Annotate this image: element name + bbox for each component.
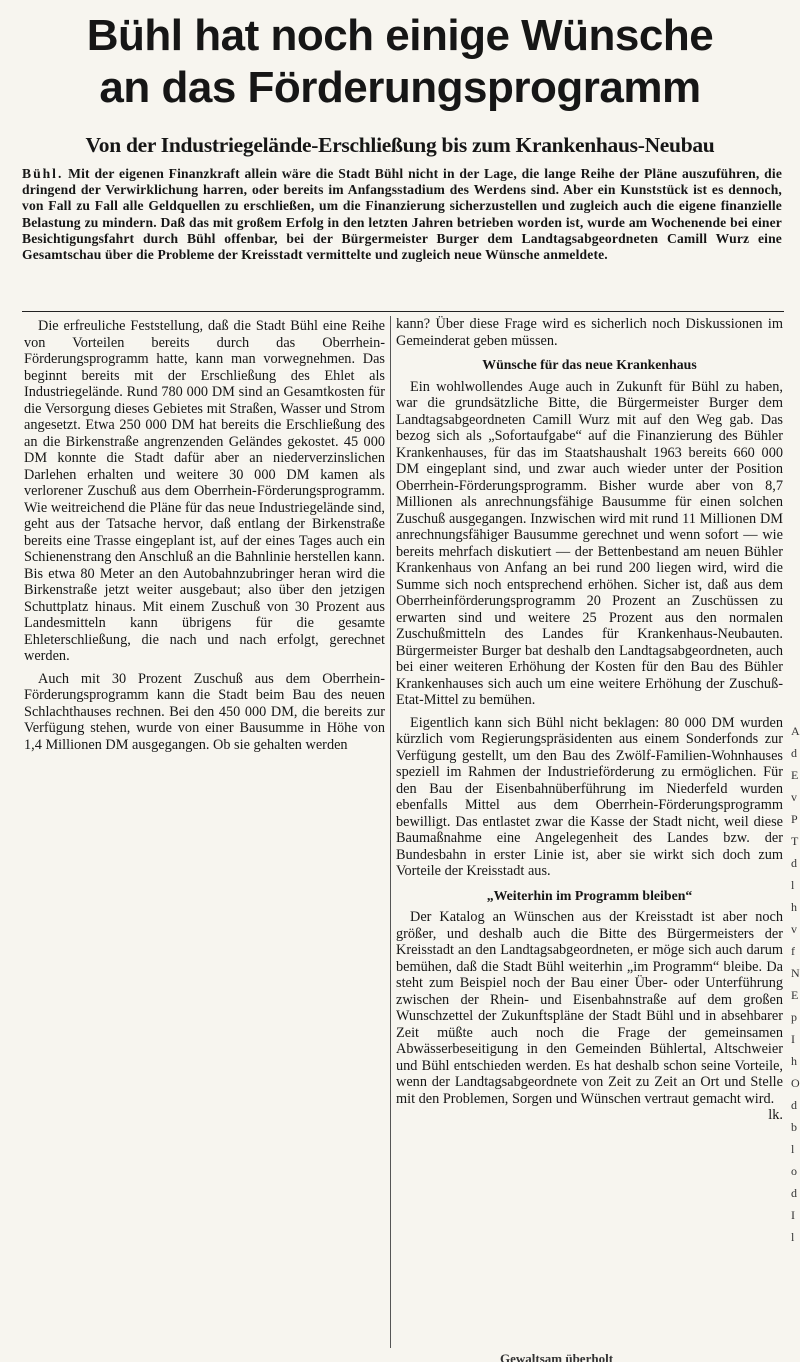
margin-letter: o	[791, 1164, 797, 1178]
article-headline	[0, 10, 800, 114]
margin-letter: d	[791, 1186, 797, 1200]
margin-letter: d	[791, 746, 797, 760]
article-subheadline: Von der Industriegelände-Erschließung bis zum Krankenhaus-Neubau	[85, 133, 715, 157]
headline-line-2: an das Förderungsprogramm	[99, 63, 701, 112]
body-paragraph: Eigentlich kann sich Bühl nicht beklagen: 80 000 DM wurden kürzlich vom Regierungspräsidenten aus einem Sonderfonds zur Verfügung gestellt, um den Bau des Zwölf-Familien-Wohnhauses speziell im Rahmen der Industrieförderung zu ermöglichen. Für den Bau der Eisenbahnüberführung im Niederfeld wurden ebenfalls Mittel aus dem Oberrhein-Förderungsprogramm bewilligt. Das entlastet zwar die Kasse der Stadt nicht, weil diese Baumaßnahme eine Angelegenheit des Landes bzw. der Bundesbahn in erster Linie ist, aber sie wirkt sich doch zum Vorteile der Kreisstadt aus.	[396, 714, 783, 879]
body-paragraph: Ein wohlwollendes Auge auch in Zukunft für Bühl zu haben, war die grundsätzliche Bitte, die Bürgermeister Burger dem Landtagsabgeordneten Camill Wurz mit auf den Weg gab. Das bezog sich als „Sofortaufgabe“ auf die Finanzierung des Bühler Krankenhauses, für das im Staatshaushalt 1963 bereits 660 000 DM eingeplant sind, und zwar auch wieder unter der Position Oberrhein-Förderungsprogramm. Bisher wurde aber von 8,7 Millionen als anrechnungsfähige Bausumme für einen solchen Zuschuß ausgegangen. Inzwischen wird mit rund 11 Millionen DM anrechnungsfähiger Bausumme gerechnet und wenn sofort — wie bereits mehrfach diskutiert — der Bettenbestand am neuen Bühler Krankenhaus von Anfang an bei rund 200 liegen wird, wird die Summe sich noch entsprechend erhöhen. Sicher ist, daß aus dem Oberrheinförderungsprogramm 20 Prozent an Zuschüssen zu erwarten sind und weitere 25 Prozent aus den normalen Zuschußmitteln des Landes für Krankenhaus-Neubauten. Bürgermeister Burger bat deshalb den Landtagsabgeordneten, auch bei einer weiteren Erhöhung der Kosten für den Bau des Bühler Krankenhauses sich auch um eine weitere Erhöhung der Zuschuß-Etat-Mittel zu bemühen.	[396, 378, 783, 708]
column-divider	[390, 316, 391, 1348]
margin-letter: l	[791, 1142, 795, 1156]
body-paragraph: kann? Über diese Frage wird es sicherlich noch Diskussionen im Gemeinderat geben müssen.	[396, 316, 783, 349]
body-paragraph-text: Der Katalog an Wünschen aus der Kreisstadt ist aber noch größer, und deshalb auch die Bitte des Bürgermeisters der Kreisstadt an den Landtagsabgeordneten, er möge sich auch darum bemühen, daß die Stadt Bühl weiterhin „im Programm“ bleibe. Da steht zum Beispiel noch der Bau einer Über- oder Unterführung zwischen der Rhein- und Eisenbahnstraße auf dem großen Wunschzettel der Zukunftspläne der Stadt Bühl und in absehbarer Zeit müßte auch noch die Frage der gemeinsamen Abwässerbeseitigung in den Gemeinden Bühlertal, Altschweier und Bühl entschieden werden. Es hat deshalb schon seine Vorteile, wenn der Landtagsabgeordnete von Zeit zu Zeit an Ort und Stelle mit den Problemen, Sorgen und Wünschen vertraut gemacht wird.	[396, 909, 783, 1107]
margin-letter: l	[791, 878, 795, 892]
margin-letter: N	[791, 966, 800, 980]
margin-letter: h	[791, 1054, 797, 1068]
adjacent-article-fragment	[791, 720, 800, 1260]
margin-letter: l	[791, 1230, 795, 1244]
margin-letter: O	[791, 1076, 800, 1090]
article-column-left	[24, 318, 385, 838]
body-paragraph: Die erfreuliche Feststellung, daß die Stadt Bühl eine Reihe von Vorteilen bereits durch das Oberrhein-Förderungsprogramm hatte, kann man vorwegnehmen. Das beginnt bereits mit der Erschließung des Ehlet als Industriegelände. Rund 780 000 DM sind an Gesamtkosten für die Versorgung dieses Gebietes mit Straßen, Wasser und Strom angesetzt. Etwa 250 000 DM hat bereits die Erschließung des an die Birkenstraße angrenzenden Geländes gekostet. 45 000 DM konnte die Stadt dafür aber an niederverzinslichen Darlehen erhalten und weitere 30 000 DM kamen als verlorener Zuschuß aus dem Oberrhein-Förderungsprogramm. Wie weitreichend die Pläne für das neue Industriegelände sind, geht aus der Tatsache hervor, daß entlang der Birkenstraße bereits eine Trasse eingeplant ist, auf der eines Tages auch ein Schienenstrang den Anschluß an die Bahnlinie herstellen kann. Bis etwa 80 Meter an den Autobahnzubringer heran wird die Birkenstraße jetzt weiter ausgebaut; also über den jetzigen Schuttplatz hinaus. Mit einem Zuschuß von 30 Prozent aus Landesmitteln kann übrigens für die gesamte Ehleterschließung, die nach und nach erfolgt, gerechnet werden.	[24, 318, 385, 664]
margin-letter: d	[791, 856, 797, 870]
margin-letter: v	[791, 790, 797, 804]
headline-line-1: Bühl hat noch einige Wünsche	[86, 11, 714, 60]
margin-letter: I	[791, 1208, 795, 1222]
next-article-heading-cut: Gewaltsam überholt	[500, 1351, 614, 1362]
lead-text: Mit der eigenen Finanzkraft allein wäre die Stadt Bühl nicht in der Lage, die lange Reihe der Pläne auszuführen, die dringend der Verwirklichung harren, oder bereits im Anfangsstadium des Werdens sind. Aber ein Kunststück ist es dennoch, von Fall zu Fall alle Geldquellen zu erschließen, um die Finanzierung sicherzustellen und zugleich auch die eigene finanzielle Belastung zu mindern. Daß das mit großem Erfolg in den letzten Jahren betrieben worden ist, wurde am Wochenende bei einer Besichtigungsfahrt durch Bühl offenbar, bei der Bürgermeister Burger dem Landtagsabgeordneten Camill Wurz eine Gesamtschau über die Probleme der Kreisstadt vermittelte und zugleich neue Wünsche anmeldete.	[22, 166, 782, 263]
margin-letter: T	[791, 834, 799, 848]
margin-letter: p	[791, 1010, 797, 1024]
body-paragraph-final	[396, 909, 783, 1123]
body-paragraph: Auch mit 30 Prozent Zuschuß aus dem Oberrhein-Förderungsprogramm kann die Stadt beim Bau des neuen Schlachthauses rechnen. Bei den 450 000 DM, die bereits zur Verfügung stehen, wurde von einer Bausumme in Höhe von 1,4 Millionen DM ausgegangen. Ob sie gehalten werden	[24, 670, 385, 753]
margin-letter: v	[791, 922, 797, 936]
margin-letter: f	[791, 944, 795, 958]
section-heading-hospital: Wünsche für das neue Krankenhaus	[482, 357, 697, 372]
margin-letter: E	[791, 768, 799, 782]
lead-divider	[22, 311, 784, 312]
margin-letter: d	[791, 1098, 797, 1112]
margin-letter: P	[791, 812, 798, 826]
section-heading-program: „Weiterhin im Programm bleiben“	[486, 887, 693, 903]
article-lead-paragraph	[22, 166, 782, 263]
lead-dateline: Bühl.	[22, 166, 64, 181]
margin-letter: h	[791, 900, 797, 914]
margin-letter: A	[791, 724, 800, 738]
article-column-right	[396, 316, 783, 1348]
margin-letter: E	[791, 988, 799, 1002]
margin-letter: b	[791, 1120, 797, 1134]
margin-letter: I	[791, 1032, 795, 1046]
author-signature: lk.	[768, 1107, 783, 1123]
